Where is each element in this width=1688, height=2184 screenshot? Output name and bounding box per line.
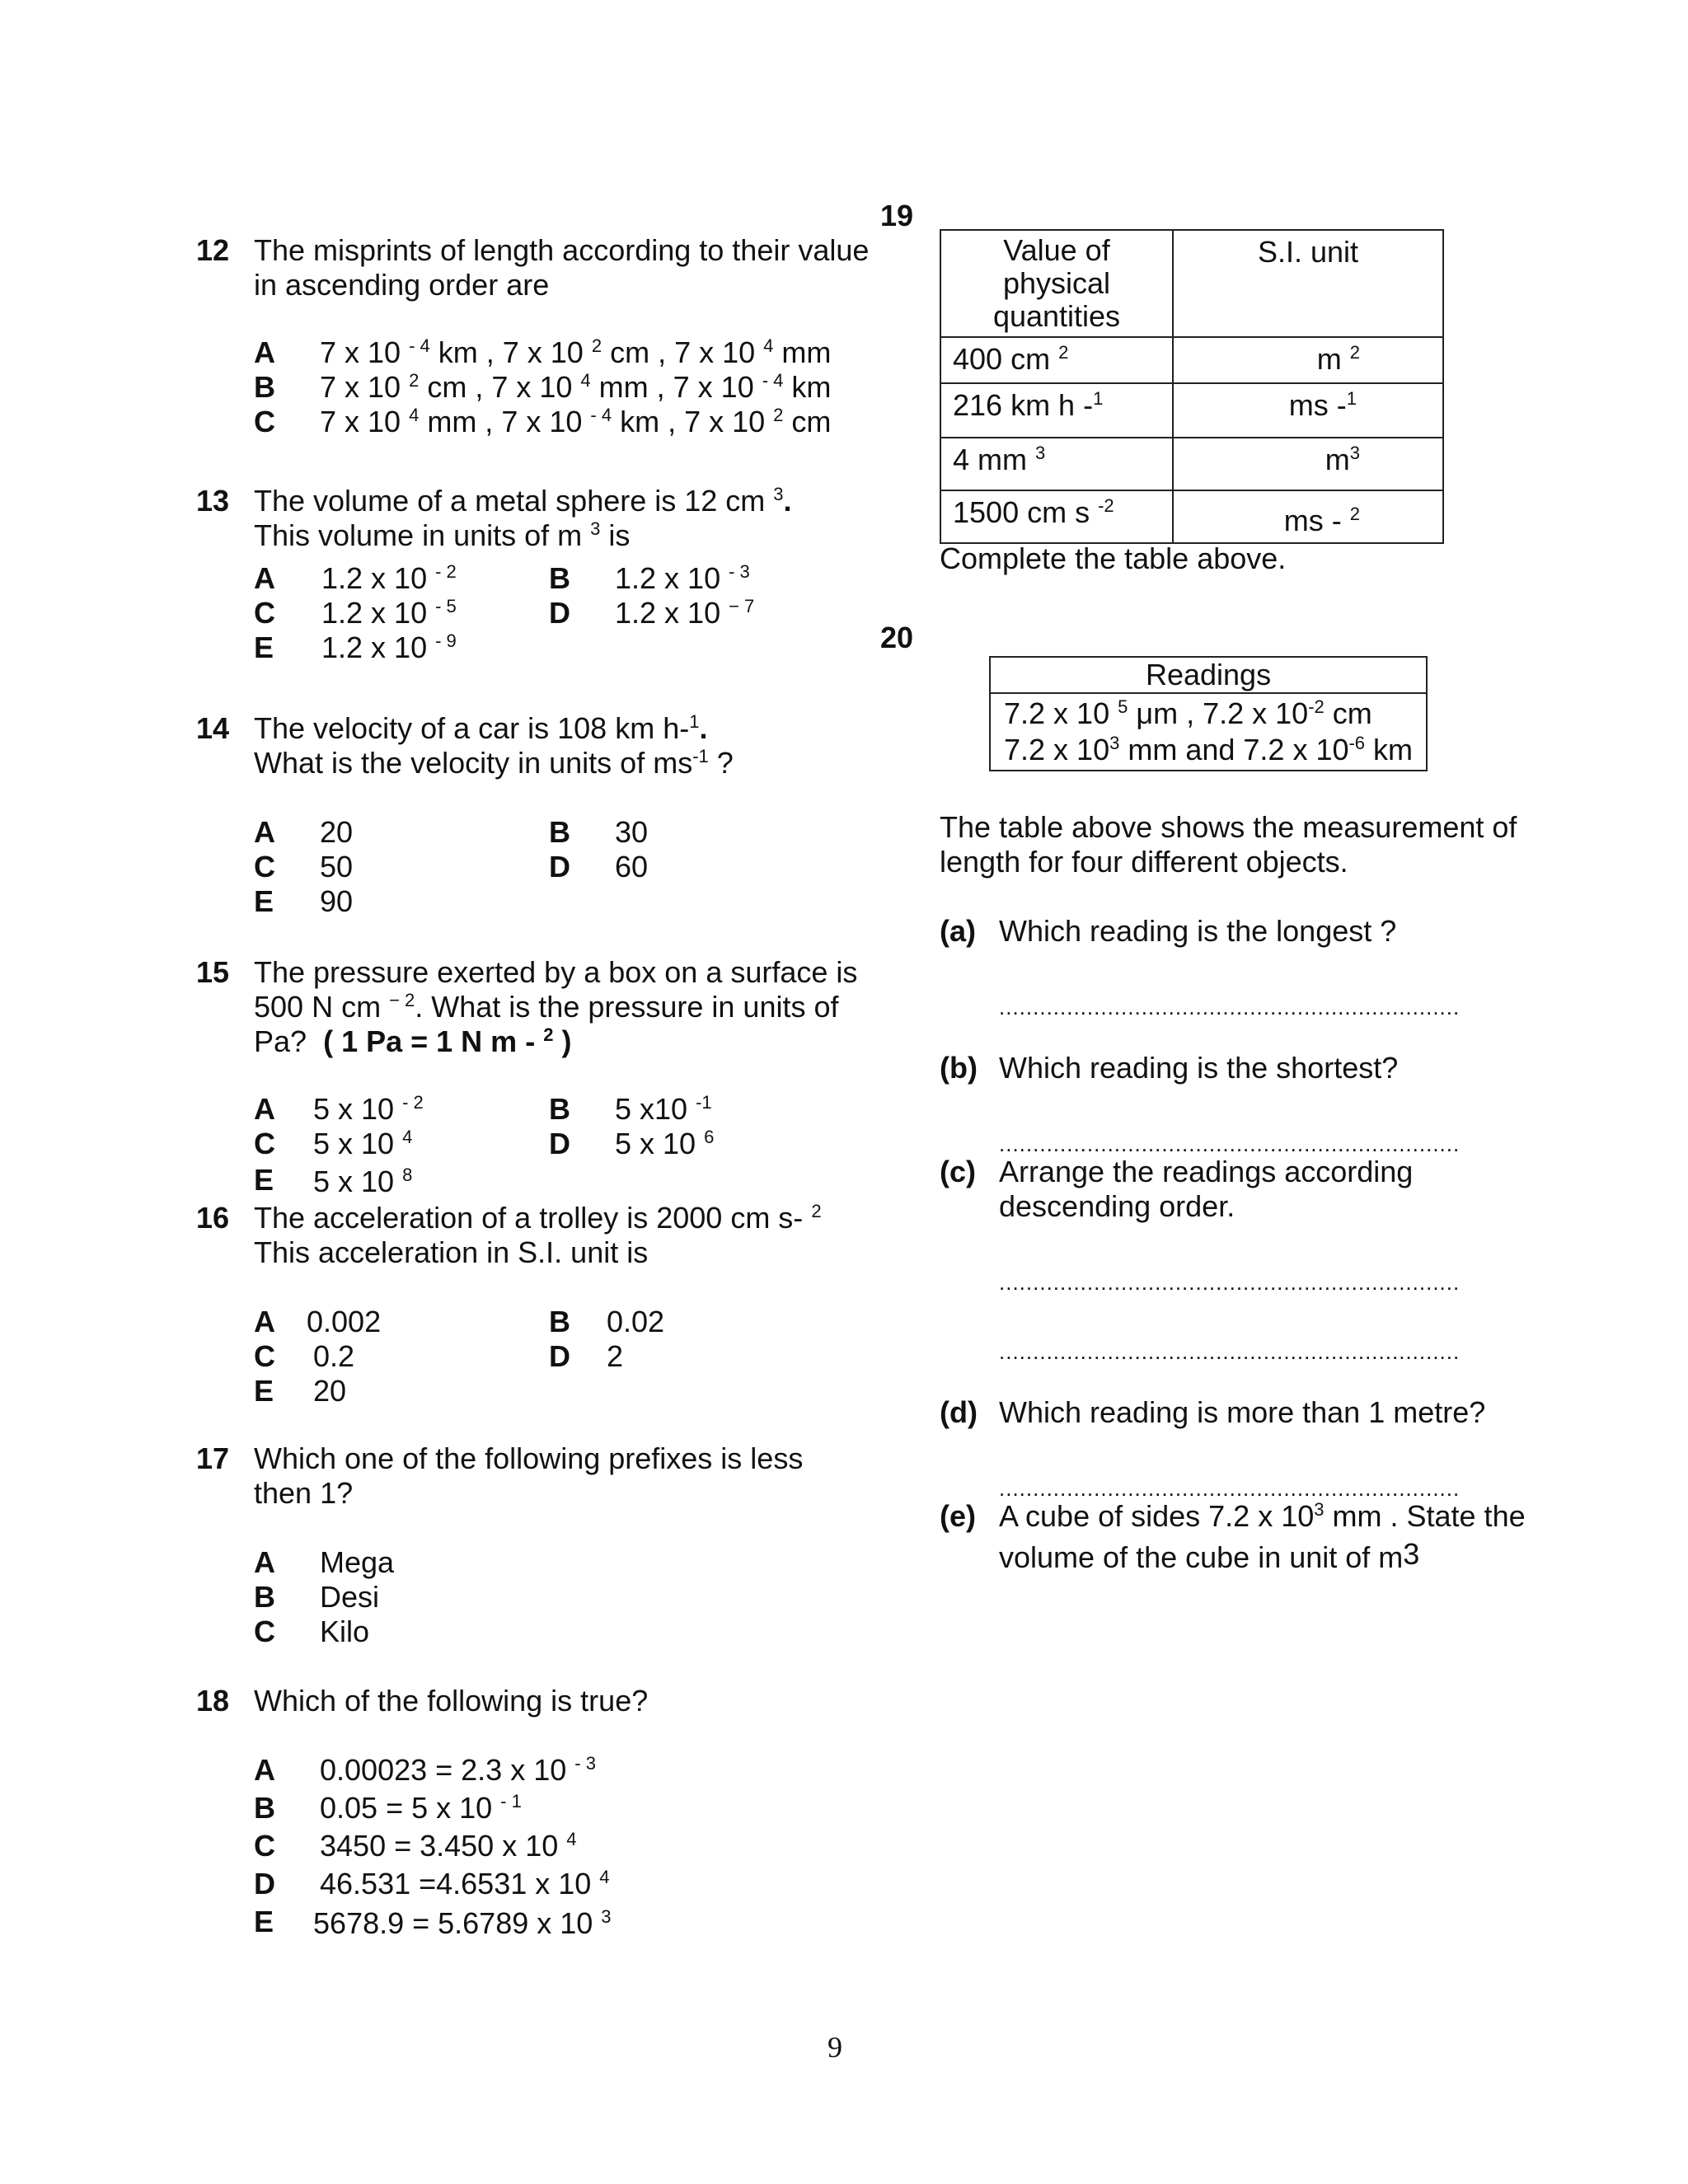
option-letter: C (254, 596, 275, 630)
option-letter: A (254, 335, 275, 369)
part-text: volume of the cube in unit of m3 (999, 1537, 1420, 1574)
option-text: 3450 = 3.450 x 10 $^4$ (320, 1829, 577, 1863)
table-row (940, 383, 1443, 438)
part-label: (c) (940, 1155, 976, 1188)
option-letter: C (254, 850, 275, 883)
option-letter: D (549, 850, 570, 883)
question-text: Pa? ( 1 Pa = 1 N m - $^2$ ) (254, 1024, 572, 1058)
option-text: 20 (320, 815, 354, 849)
part-label: (a) (940, 914, 976, 948)
option-letter: C (254, 405, 275, 438)
table-header-unit: S.I. unit (1173, 230, 1443, 337)
page-number: 9 (828, 2031, 842, 2064)
option-text: 0.2 (313, 1339, 355, 1373)
option-letter: E (254, 1374, 274, 1408)
option-letter: B (549, 1305, 570, 1338)
option-text: 5 x 10 $^4$ (313, 1127, 413, 1160)
option-letter: B (549, 561, 570, 595)
option-text: 50 (320, 850, 354, 883)
option-letter: C (254, 1339, 275, 1373)
question-text: 500 N cm $^{- 2}$. What is the pressure in units of (254, 990, 839, 1024)
option-text: 60 (615, 850, 649, 883)
option-letter: D (549, 1339, 570, 1373)
reading-row-1: 7.2 x 10 $^5$ μm , 7.2 x $10^{-2}$ cm (1004, 696, 1372, 730)
option-letter: E (254, 1905, 274, 1938)
option-letter: A (254, 1753, 275, 1787)
option-letter: D (549, 1127, 570, 1160)
part-text: Arrange the readings according (999, 1155, 1414, 1188)
option-letter: E (254, 630, 274, 664)
option-text: 7 x 10 $^4$ mm , 7 x 10 $^{- 4}$ km , 7 x 10 $^2$ cm (320, 405, 832, 438)
table-cell-unit: $m^3$ (1173, 438, 1443, 490)
option-text: 5 x 10 $^6$ (615, 1127, 715, 1160)
question-number: 14 (196, 711, 230, 745)
reading-row-2: 7.2 x $10^3$ mm and 7.2 x $10^{-6}$ km (1004, 733, 1414, 766)
option-text: 90 (320, 884, 354, 918)
option-letter: D (549, 596, 570, 630)
option-letter: E (254, 1163, 274, 1197)
option-letter: C (254, 1615, 275, 1648)
option-letter: B (549, 1092, 570, 1126)
table-cell-value: 1500 cm s $^{-2}$ (940, 490, 1173, 543)
option-text: Kilo (320, 1615, 370, 1648)
question-text: This volume in units of m $^3$ is (254, 518, 631, 552)
question-text: length for four different objects. (940, 845, 1348, 879)
option-text: 1.2 x 10 $^{- 7}$ (615, 596, 755, 630)
question-number: 18 (196, 1684, 230, 1718)
question-text: Which one of the following prefixes is less (254, 1441, 804, 1475)
question-text: The volume of a metal sphere is 12 cm $^3$. (254, 484, 792, 518)
option-text: 0.05 = 5 x 10 $^{- 1}$ (320, 1791, 522, 1825)
option-text: 7 x 10 $^2$ cm , 7 x 10 $^4$ mm , 7 x 10 $^{- 4}$ km (320, 370, 832, 404)
option-letter: D (254, 1867, 275, 1900)
question-number: 16 (196, 1201, 230, 1235)
part-label: (b) (940, 1051, 978, 1085)
question-text: The pressure exerted by a box on a surface is (254, 955, 858, 989)
option-text: 5678.9 = 5.6789 x 10 $^3$ (313, 1906, 612, 1940)
table-cell-unit: ms - $^2$ (1173, 490, 1443, 543)
table-cell-unit: ms -$^1$ (1173, 383, 1443, 438)
question-number: 19 (880, 199, 914, 232)
option-letter: A (254, 1545, 275, 1579)
table-cell-unit: m $^2$ (1173, 337, 1443, 383)
answer-line[interactable]: .................................................................... (999, 1476, 1461, 1501)
table-row (940, 438, 1443, 490)
answer-line[interactable]: .................................................................... (999, 1270, 1461, 1295)
table-cell-value: 400 cm $^2$ (940, 337, 1173, 383)
option-text: 46.531 =4.6531 x 10 $^4$ (320, 1867, 610, 1900)
option-letter: B (254, 1791, 275, 1825)
question-number: 15 (196, 955, 230, 989)
option-text: 5 x 10 $^8$ (313, 1165, 413, 1198)
option-letter: E (254, 884, 274, 918)
question-text: The acceleration of a trolley is 2000 cm s- $^2$ (254, 1201, 822, 1235)
part-text: A cube of sides 7.2 x $10^3$ mm . State the (999, 1499, 1526, 1533)
question-text: The table above shows the measurement of (940, 810, 1517, 844)
part-text: Which reading is the shortest? (999, 1051, 1399, 1085)
table-header-value: Value of physical quantities (940, 230, 1173, 337)
question-text: The misprints of length according to their value (254, 233, 870, 267)
question-text: This acceleration in S.I. unit is (254, 1235, 649, 1269)
option-text: 20 (313, 1374, 347, 1408)
part-label: (e) (940, 1499, 976, 1533)
answer-line[interactable]: .................................................................... (999, 1339, 1461, 1364)
option-letter: C (254, 1829, 275, 1863)
option-text: 0.02 (607, 1305, 665, 1338)
answer-line[interactable]: .................................................................... (999, 1132, 1461, 1156)
option-letter: A (254, 1305, 275, 1338)
option-letter: A (254, 561, 275, 595)
option-text: 0.00023 = 2.3 x 10 $^{- 3}$ (320, 1753, 596, 1787)
option-letter: A (254, 1092, 275, 1126)
option-text: 5 x 10 $^{- 2}$ (313, 1092, 424, 1126)
question-text: What is the velocity in units of $ms^{-1}$ ? (254, 746, 734, 780)
question-number: 20 (880, 621, 914, 654)
question-number: 13 (196, 484, 230, 518)
readings-table (989, 656, 1428, 771)
option-text: 1.2 x 10 $^{- 2}$ (321, 561, 457, 595)
option-text: 1.2 x 10 $^{- 5}$ (321, 596, 457, 630)
part-text: Which reading is more than 1 metre? (999, 1395, 1486, 1429)
option-text: 0.002 (307, 1305, 382, 1338)
part-text: descending order. (999, 1189, 1236, 1223)
table-row (940, 337, 1443, 383)
answer-line[interactable]: .................................................................... (999, 995, 1461, 1019)
table-header: Readings (990, 657, 1427, 693)
option-letter: B (254, 1580, 275, 1614)
option-text: 1.2 x 10 $^{- 9}$ (321, 630, 457, 664)
table-cell (990, 693, 1427, 771)
part-text: Which reading is the longest ? (999, 914, 1397, 948)
question-text: in ascending order are (254, 268, 550, 302)
part-label: (d) (940, 1395, 978, 1429)
question-text: then 1? (254, 1476, 354, 1510)
option-letter: B (549, 815, 570, 849)
option-letter: B (254, 370, 275, 404)
option-text: 2 (607, 1339, 624, 1373)
question-number: 17 (196, 1441, 230, 1475)
option-text: 30 (615, 815, 649, 849)
table-row (940, 490, 1443, 543)
option-text: Desi (320, 1580, 380, 1614)
instruction-text: Complete the table above. (940, 541, 1287, 575)
question-text: Which of the following is true? (254, 1684, 649, 1718)
question-text: The velocity of a car is 108 km h-$^1$. (254, 711, 708, 745)
si-unit-table (940, 229, 1444, 544)
question-number: 12 (196, 233, 230, 267)
option-text: 1.2 x 10 $^{- 3}$ (615, 561, 750, 595)
table-cell-value: 216 km h -$^1$ (940, 383, 1173, 438)
option-letter: A (254, 815, 275, 849)
option-text: 7 x 10 $^{- 4}$ km , 7 x 10 $^2$ cm , 7 x 10 $^4$ mm (320, 335, 832, 369)
option-letter: C (254, 1127, 275, 1160)
table-cell-value: 4 mm $^3$ (940, 438, 1173, 490)
option-text: 5 x10 $^{-1}$ (615, 1092, 712, 1126)
option-text: Mega (320, 1545, 395, 1579)
